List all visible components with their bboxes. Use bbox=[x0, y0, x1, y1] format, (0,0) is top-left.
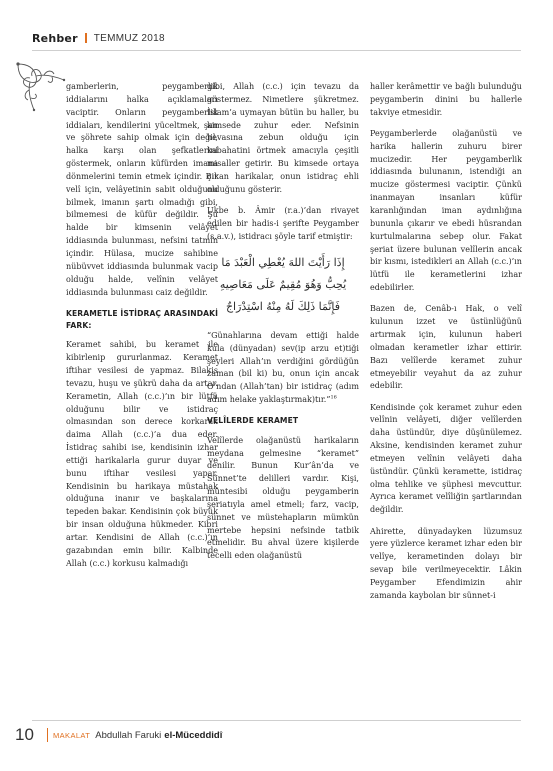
body-paragraph: gamberlerin, peygamberlik iddialarını halka açıklamaları vaciptir. Onların peygamberlik iddiaları, kendilerini yüceltmek, şan ve şöhrete sahip olmak için değil, halka karşı olan şefkatlerini göstermek, onların küfürden imana dönmelerini temin etmek içindir. Bir velî için, velâyetinin sabit olduğunu bilmek, imanın şartı olmadığı gibi, bilmemesi de küfür değildir. Şu halde bir kimsenin velâyet iddiasında bulunması, nefsini tatmin içindir. Hülasa, mucize sahibine nübüvvet iddiasında bulunmak vacip olduğu halde, velînin velâyet iddiasında bulunması caiz değildir. bbox=[66, 82, 218, 297]
column-3 bbox=[370, 81, 522, 611]
section-heading: KERAMETLE İSTİDRAÇ ARASINDAKİ FARK: bbox=[66, 308, 218, 331]
body-paragraph: haller kerâmettir ve bağlı bulunduğu peygamberin dinini bu hallerle takviye etmesidir. bbox=[370, 82, 522, 117]
body-paragraph: Kendisinde çok keramet zuhur eden velînin velâyeti, diğer velîlerden daha üstündür, diye düşünülemez. Aksine, kendisinden keramet zuhur etmeyen velînin velâyeti daha üstündür. Çünkü keramette, istidraç olma tehlike ve şüphesi mevcuttur. Ayrıca keramet velîliğin şartlarından değildir. bbox=[370, 402, 522, 515]
magazine-logo: Rehber bbox=[32, 31, 78, 45]
page-number: 10 bbox=[15, 725, 34, 744]
column-1 bbox=[66, 81, 218, 579]
arabic-line: يُحِبُّ وَهُوَ مُقِيمٌ عَلَى مَعَاصِيهِ bbox=[219, 277, 347, 291]
header-rule bbox=[32, 50, 521, 51]
arabic-line: إِذَا رَأَيْتَ اللهَ يُعْطِي الْعَبْدَ مَا bbox=[221, 255, 345, 269]
author-name: Abdullah Faruki bbox=[95, 729, 162, 741]
footnote-reference: 16 bbox=[330, 394, 337, 401]
issue-date: TEMMUZ 2018 bbox=[93, 32, 165, 44]
body-paragraph: Keramet sahibi, bu keramet ile kibirlenip gururlanmaz. Keramet iftihar vesilesi de yapmaz. Bilakis tevazu, huşu ve şükrü daha da artar. Kerametin, Allah (c.c.)’ın bir lütfü olduğunu bilir ve istidraç olmasından son derece korkarak daima Allah (c.c.)’a dua eder. İstidraç sahibi ise, kendisinin izhar ettiği harikalarla gurur duyar ve bunu iftihar vesilesi yapar. Kendisinin bu harikaya müstahak olduğuna inanır ve başkalarına tepeden bakar. Kendisinin çok büyük bir insan olduğuna hükmeder. Kibri artar. Kendisini de Allah (c.c.)’ın gazabından emin bilir. Kalbinde Allah (c.c.) korkusu kalmadığı bbox=[66, 340, 218, 568]
corner-ornament-icon bbox=[14, 60, 70, 116]
page-header bbox=[32, 31, 165, 45]
translation-text: “Günahlarına devam ettiği halde kula (dünyadan) sev(ip arzu et)tiği şeyleri Allah’ın verdiğini gördüğün zaman (bil ki) bu, onun için ancak O’ndan (Allah’tan) bir istidraç (adım adım helake yaklaştırmak)tır.” bbox=[207, 330, 359, 405]
author-surname: el-Müceddidî bbox=[164, 729, 223, 741]
footer-divider bbox=[47, 728, 48, 742]
header-divider bbox=[85, 33, 87, 43]
section-label: MAKALAT bbox=[53, 730, 91, 740]
footer-rule bbox=[32, 720, 521, 721]
hadith-translation bbox=[207, 330, 359, 407]
arabic-line: فَإِنَّمَا ذَلِكَ لَهُ مِنْهُ اسْتِدْرَاجٌ bbox=[225, 299, 341, 313]
body-paragraph: Ahirette, dünyadayken lüzumsuz yere yüzlerce keramet izhar eden bir velîye, kerametinden dolayı bir sevap bile verilmeyecektir. Lâkin Peygamber Efendimizin ahir zamanda kaybolan bir sünnet-i bbox=[370, 526, 522, 600]
body-paragraph: Ukbe b. Âmir (r.a.)’dan rivayet edilen bir hadis-i şerifte Peygamber (s.a.v.), istidracı şöyle tarif etmiştir: bbox=[207, 205, 359, 241]
body-paragraph: Bazen de, Cenâb-ı Hak, o velî kulunun izzet ve üstünlüğünü artırmak için, kulunun haberi olmadan kerametler izhar ettirir. Bazı velîlerde keramet zuhur etmeyebilir veyahut da az zuhur edebilir. bbox=[370, 304, 522, 391]
column-2 bbox=[207, 81, 359, 571]
arabic-hadith bbox=[207, 252, 359, 318]
body-paragraph: Peygamberlerde olağanüstü ve harika hallerin zuhuru birer mucizedir. Her peygamberlik iddiasında bulunanın, istendiği an mucize göstermesi vaciptir. Çünkü inanmayan insanları küfür karanlığından iman aydınlığına bununla çıkarır ve ebedi hüsrandan kurtulmalarına sebep olur. Fakat şeriat üzere bulunan velîlerin ancak bir kısmı, istedikleri an Allah (c.c.)’ın lütfü ile kerametlerini izhar edebilirler. bbox=[370, 128, 522, 293]
body-paragraph: Velîlerde olağanüstü harikaların meydana gelmesine “keramet” denilir. Bunun Kur’ân’da ve Sünnet’te delilleri vardır. Kişi, müntesibi olduğu peygamberin şeriatıyla amel etmeli; farz, vacip, sünnet ve müstehapların mümkün mertebe hepsini nefsinde tatbik etmelidir. Bu ahval üzere kişilerde tecelli eden olağanüstü bbox=[207, 435, 359, 561]
body-paragraph: gibi, Allah (c.c.) için tevazu da göstermez. Nimetlere şükretmez. İslam’a uymayan bütün bu haller, bu kimsede zuhur eder. Nefsinin hevasına zebun olduğu için kabahatini örtmek amacıyla çeşitli misaller getirir. Bu kimsede ortaya çıkan harikalar, onun istidraç ehli olduğunu gösterir. bbox=[207, 82, 359, 194]
page-footer bbox=[15, 726, 222, 744]
section-heading: VELÎLERDE KERAMET bbox=[207, 416, 299, 426]
